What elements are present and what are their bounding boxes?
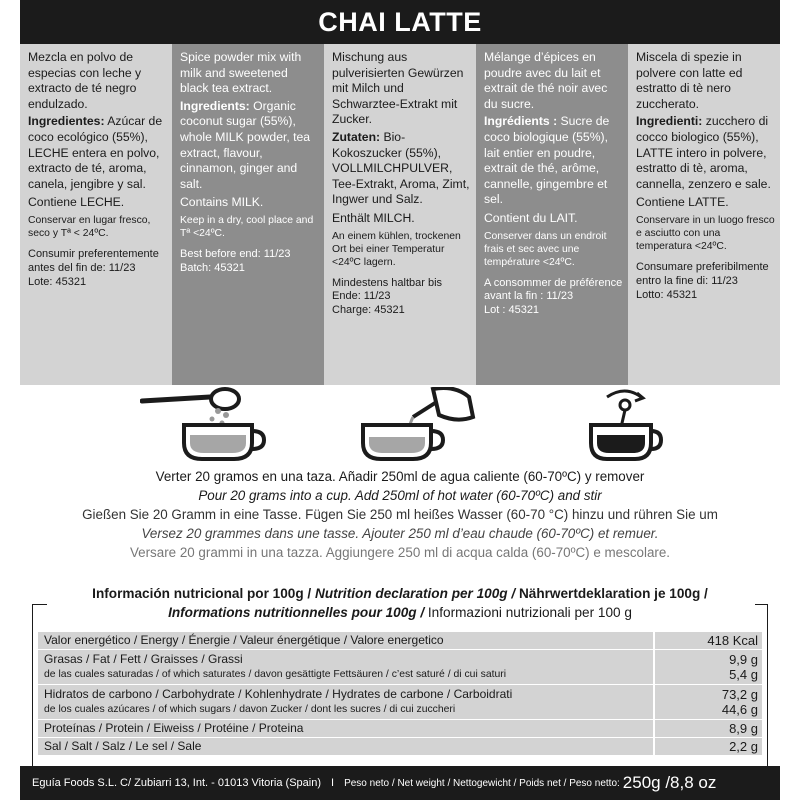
heading-fr: Informations nutritionnelles pour 100g / [168, 605, 425, 620]
ingredients-text: Azúcar de coco ecológico (55%), LECHE entera en polvo, extracto de té, aroma, canela, jengibre y sal. [28, 114, 163, 191]
best-before: Mindestens haltbar bis Ende: 11/23 [332, 276, 443, 303]
nutrition-heading [32, 584, 768, 622]
ingredients-text: Bio-Kokoszucker (55%), VOLLMILCHPULVER, Tee-Extrakt, Aroma, Zimt, Ingwer und Salz. [332, 130, 470, 207]
ingredients-label: Ingredientes: [28, 114, 105, 129]
table-row-fat [38, 650, 762, 685]
storage-note: Conserver dans un endroit frais et sec avec une température <24ºC. [484, 230, 607, 268]
heading-es: Información nutricional por 100g / [92, 586, 312, 601]
sugars-label: de los cuales azúcares / of which sugars / davon Zucker / dont les sucres / di cui zuccheri [44, 704, 456, 715]
nutrition-table [38, 632, 762, 756]
ingredients-text: Sucre de coco biologique (55%), lait entier en poudre, extrait de thé, arôme, cannelle, gingembre et sel. [484, 114, 610, 207]
heading-it: Informazioni nutrizionali per 100 g [424, 605, 632, 620]
instruction-it: Versare 20 grammi in una tazza. Aggiungere 250 ml di acqua calda (60-70ºC) e mescolare. [129, 545, 671, 560]
best-before: Consumir preferentemente antes del fin de: 11/23 [28, 248, 159, 274]
company-address: Eguía Foods S.L. C/ Zubiarri 13, Int. - 01013 Vitoria (Spain) [32, 777, 322, 789]
batch: Charge: 45321 [332, 304, 405, 317]
description: Spice powder mix with milk and sweetened black tea extract. [180, 50, 302, 96]
batch: Lote: 45321 [28, 275, 87, 288]
ingredients-label: Ingrédients : [484, 114, 558, 129]
fat-value: 9,9 g [729, 652, 758, 667]
allergen-note: Contiene LATTE. [636, 195, 729, 210]
protein-label: Proteínas / Protein / Eiweiss / Protéine / Proteina [38, 720, 653, 737]
ingredients [484, 114, 623, 208]
ingredients-label: Ingredients: [180, 98, 250, 113]
best-before: A consommer de préférence avant la fin : 11/23 [484, 276, 623, 303]
ingredients [636, 114, 775, 192]
allergen-note: Contiene LECHE. [28, 195, 125, 210]
allergen-note: Enthält MILCH. [332, 211, 415, 226]
allergen-note: Contains MILK. [180, 195, 264, 210]
description: Miscela di spezie in polvere con latte ed estratto di tè nero zuccherato. [636, 50, 743, 111]
instruction-de: Gießen Sie 20 Gramm in eine Tasse. Fügen Sie 250 ml heißes Wasser (60-70 °C) hinzu und rühren Sie um [82, 507, 718, 522]
batch: Lot : 45321 [484, 304, 540, 317]
best-before: Consumare preferibilmente entro la fine di: 11/23 [636, 261, 769, 287]
footer-bar [20, 766, 780, 800]
energy-value: 418 Kcal [655, 632, 762, 649]
net-weight-value: 250g /8,8 oz [622, 773, 717, 792]
ingredients-text: zucchero di cocco biologico (55%), LATTE intero in polvere, estratto di tè, aroma, cannella, zenzero e sale. [636, 114, 771, 191]
language-columns [20, 44, 780, 385]
table-row-protein [38, 720, 762, 738]
stirring-cup-icon [585, 387, 665, 463]
description: Mélange d’épices en poudre avec du lait et extrait de thé noir avec du sucre. [484, 50, 608, 111]
storage-note: An einem kühlen, trockenen Ort bei einer Temperatur <24ºC lagern. [332, 230, 461, 268]
ingredients [180, 99, 319, 193]
instruction-fr: Versez 20 grammes dans une tasse. Ajouter 250 ml d’eau chaude (60-70ºC) et remuer. [141, 526, 659, 541]
footer-separator: I [331, 777, 335, 789]
column-de [324, 44, 476, 385]
ingredients-label: Zutaten: [332, 130, 381, 145]
product-title: CHAI LATTE [20, 0, 780, 44]
carbs-label: Hidratos de carbono / Carbohydrate / Kohlenhydrate / Hydrates de carbone / Carboidrati [44, 687, 513, 701]
carbs-value: 73,2 g [721, 687, 758, 702]
heading-de: Nährwertdeklaration je 100g / [515, 586, 708, 601]
ingredients [28, 114, 167, 192]
storage-note: Conservar en lugar fresco, seco y Tª < 24ºC. [28, 215, 151, 240]
table-row-salt [38, 738, 762, 756]
column-en [172, 44, 324, 385]
preparation-instructions [0, 467, 800, 562]
batch: Batch: 45321 [180, 261, 245, 274]
ingredients-label: Ingredienti: [636, 114, 703, 129]
storage-note: Conservare in un luogo fresco e asciutto con una temperatura <24ºC. [636, 215, 775, 253]
net-weight-label: Peso neto / Net weight / Nettogewicht / Poids net / Peso netto: [344, 777, 620, 789]
column-fr [476, 44, 628, 385]
saturates-value: 5,4 g [729, 667, 758, 682]
ingredients-text: Organic coconut sugar (55%), whole MILK powder, tea extract, flavour, cinnamon, ginger and salt. [180, 98, 311, 191]
table-row-carbs [38, 685, 762, 720]
table-row-energy [38, 632, 762, 650]
preparation-icons [0, 385, 800, 465]
instruction-es: Verter 20 gramos en una taza. Añadir 250ml de agua caliente (60-70ºC) y remover [155, 469, 645, 484]
pouring-kettle-cup-icon [355, 387, 480, 463]
column-es [20, 44, 172, 385]
fat-label: Grasas / Fat / Fett / Graisses / Grassi [44, 652, 243, 666]
batch: Lotto: 45321 [636, 288, 698, 301]
energy-label: Valor energético / Energy / Énergie / Valeur énergétique / Valore energetico [38, 632, 653, 649]
sugars-value: 44,6 g [721, 702, 758, 717]
salt-value: 2,2 g [655, 738, 762, 755]
spoon-powder-cup-icon [140, 387, 270, 463]
storage-note: Keep in a dry, cool place and Tª <24ºC. [180, 215, 314, 240]
protein-value: 8,9 g [655, 720, 762, 737]
description: Mezcla en polvo de especias con leche y extracto de té negro endulzado. [28, 50, 142, 111]
ingredients [332, 130, 471, 208]
instruction-en: Pour 20 grams into a cup. Add 250ml of hot water (60-70ºC) and stir [198, 488, 602, 503]
saturates-label: de las cuales saturadas / of which saturates / davon gesättigte Fettsäuren / c’est saturé / di cui saturi [44, 669, 507, 680]
best-before: Best before end: 11/23 [180, 248, 291, 261]
column-it [628, 44, 780, 385]
allergen-note: Contient du LAIT. [484, 211, 578, 226]
heading-en: Nutrition declaration per 100g / [311, 586, 516, 601]
description: Mischung aus pulverisierten Gewürzen mit Milch und Schwarztee-Extrakt mit Zucker. [332, 50, 464, 127]
salt-label: Sal / Salt / Salz / Le sel / Sale [38, 738, 653, 755]
